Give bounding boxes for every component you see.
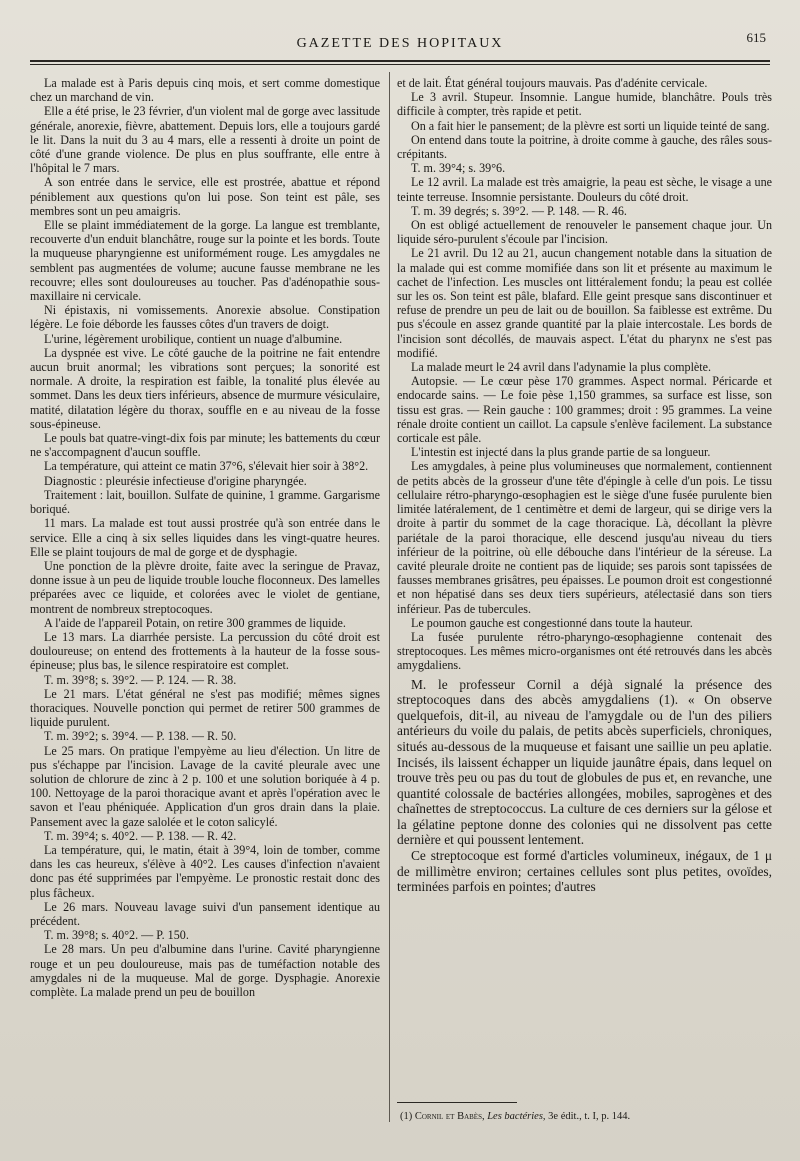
paragraph: Les amygdales, à peine plus volumineuses que normalement, contiennent de petits abcès de la grosseur d'une tête d'épingle à celle d'un pois. Le tissu cellulaire rétro-pharyngo-œsophagien est le siège d'une fusée purulente bien limitée latéralement, de 1 centimètre et demi de largeur, qui se dirige vers la droite à partir du sommet de la cage thoracique. Là, décollant la plèvre pariétale de la paroi thoracique, elle descend jusqu'au niveau du tiers inférieur de la poitrine, où elle débouche dans l'intérieur de la séreuse. La cavité pleurale droite ne contient pas de liquide; ses parois sont tapissées de fausses membranes grisâtres, peu épaisses. Le poumon droit est congestionné et non hépatisé dans ses deux tiers supérieurs, atélectasié dans son tiers inférieur. Pas de tubercules. bbox=[397, 459, 772, 616]
paragraph: Une ponction de la plèvre droite, faite avec la seringue de Pravaz, donne issue à un peu de liquide trouble louche floconneux. Des lamelles préparées avec ce liquide, et colorées avec le violet de gentiane, montrent de nombreux streptocoques. bbox=[30, 558, 380, 616]
paragraph: L'intestin est injecté dans la plus grande partie de sa longueur. bbox=[411, 445, 711, 460]
commentary-paragraph: Ce streptocoque est formé d'articles volumineux, inégaux, de 1 μ de millimètre environ; certaines cellules sont plus petites, ovoïdes, terminées parfois en pointes; d'autres bbox=[397, 848, 772, 895]
paragraph: T. m. 39°4; s. 40°2. — P. 138. — R. 42. bbox=[44, 828, 237, 843]
paragraph: T. m. 39°2; s. 39°4. — P. 138. — R. 50. bbox=[44, 729, 237, 744]
footnote-book-title: Les bactéries, bbox=[484, 1111, 546, 1122]
commentary-paragraph: M. le professeur Cornil a déjà signalé la présence des streptocoques dans des abcès amygdaliens (1). « On observe quelquefois, dit-il, au niveau de l'amygdale ou de l'un des piliers antérieurs du voile du palais, de petits abcès superficiels, chroniques, situés au-dessous de la muqueuse et faisant une saillie un peu aplatie. Incisés, ils laissent échapper un liquide jaunâtre épais, dans lequel on trouve très peu ou pas du tout de globules de pus et, en revanche, une quantité colossale de bactéries allongées, mobiles, saprogènes et des chaînettes de streptococcus. La culture de ces derniers sur la gélose et la gélatine peptone donne des colonies qui ne dissolvent pas cette dernière et qui poussent lentement. bbox=[397, 676, 772, 848]
paragraph: Elle se plaint immédiatement de la gorge. La langue est tremblante, recouverte d'un enduit blanchâtre, rouge sur la pointe et les bords. Toute la muqueuse pharyngienne est uniformément rouge. Les amygdales ne semblent pas augmentées de volume; aucune fausse membrane ne les recouvre; elles sont douloureuses au toucher. Pas d'adénopathie sous-maxillaire ni cervicale. bbox=[30, 218, 380, 304]
paragraph: T. m. 39°8; s. 39°2. — P. 124. — R. 38. bbox=[44, 672, 237, 687]
footnote bbox=[400, 1110, 760, 1123]
footnote-reference: 3e édit., t. I, p. 144. bbox=[545, 1111, 631, 1122]
column-divider bbox=[389, 72, 390, 1122]
paragraph: La température, qui, le matin, était à 39°4, loin de tomber, comme dans les cas heureux, s'élève à 40°2. Les causes d'infection n'avaient donc pas été supprimées par l'empyème. Le pronostic restait donc des plus fâcheux. bbox=[30, 842, 380, 900]
paragraph: A l'aide de l'appareil Potain, on retire 300 grammes de liquide. bbox=[44, 615, 346, 630]
paragraph: La fusée purulente rétro-pharyngo-œsophagienne contenait des streptocoques. Les mêmes micro-organismes ont été retrouvés dans les abcès amygdaliens. bbox=[397, 629, 772, 673]
paragraph: Le 21 mars. L'état général ne s'est pas modifié; mêmes signes thoraciques. Nouvelle ponction qui permet de retirer 500 grammes de liquide purulent. bbox=[30, 686, 380, 730]
header-rule-thin bbox=[30, 64, 770, 65]
footnote-marker: (1) bbox=[400, 1111, 415, 1122]
paragraph: La malade est à Paris depuis cinq mois, et sert comme domestique chez un marchand de vin. bbox=[30, 76, 380, 105]
paragraph: La température, qui atteint ce matin 37°6, s'élevait hier soir à 38°2. bbox=[44, 459, 369, 474]
page-header bbox=[0, 0, 800, 62]
paragraph: L'urine, légèrement urobilique, contient un nuage d'albumine. bbox=[44, 331, 343, 346]
paragraph: On entend dans toute la poitrine, à droite comme à gauche, des râles sous-crépitants. bbox=[397, 132, 772, 162]
paragraph: Le 25 mars. On pratique l'empyème au lieu d'élection. Un litre de pus s'échappe par l'incision. Lavage de la cavité pleurale avec une solution de chlorure de zinc à 2 p. 100 et une solution boriquée à 4 p. 100. Nettoyage de la paroi thoracique avant et après l'opération avec le savon et l'eau phéniquée. Application d'un gros drain dans la plaie. Pansement avec la gaze salolée et le coton salicylé. bbox=[30, 743, 380, 829]
paragraph: Traitement : lait, bouillon. Sulfate de quinine, 1 gramme. Gargarisme boriqué. bbox=[30, 487, 380, 517]
paragraph: La malade meurt le 24 avril dans l'adynamie la plus complète. bbox=[411, 360, 712, 375]
paragraph: Le 3 avril. Stupeur. Insomnie. Langue humide, blanchâtre. Pouls très difficile à compter, très rapide et petit. bbox=[397, 90, 772, 119]
page-number: 615 bbox=[746, 30, 766, 45]
left-column bbox=[30, 76, 380, 1156]
paragraph: T. m. 39°8; s. 40°2. — P. 150. bbox=[44, 928, 189, 943]
paragraph: Le pouls bat quatre-vingt-dix fois par minute; les battements du cœur ne s'accompagnent d'aucun souffle. bbox=[30, 431, 380, 460]
paragraph: Ni épistaxis, ni vomissements. Anorexie absolue. Constipation légère. Le foie déborde les fausses côtes d'un travers de doigt. bbox=[30, 303, 380, 332]
paragraph: Le 26 mars. Nouveau lavage suivi d'un pansement identique au précédent. bbox=[30, 899, 380, 928]
paragraph: Le poumon gauche est congestionné dans toute la hauteur. bbox=[411, 615, 693, 630]
paragraph: et de lait. État général toujours mauvais. Pas d'adénite cervicale. bbox=[397, 76, 708, 90]
paragraph: On a fait hier le pansement; de la plèvre est sorti un liquide teinté de sang. bbox=[411, 118, 770, 133]
paragraph: Le 21 avril. Du 12 au 21, aucun changement notable dans la situation de la malade qui est comme momifiée dans son lit et présente au maximum le cachet de l'infection. Les muscles ont littéralement fondu; la peau est collée sur les os. Son teint est pâle, blafard. Elle geint presque sans discontinuer et refuse de prendre un peu de lait ou de bouillon. Sa faiblesse est extrême. Du pus s'écoule en assez grande quantité par la plaie intercostale. Les bords de l'incision sont décollés, de mauvais aspect. L'état du pharynx ne s'est pas modifié. bbox=[397, 246, 772, 360]
paragraph: Le 28 mars. Un peu d'albumine dans l'urine. Cavité pharyngienne rouge et un peu douloureuse, mais pas de tuméfaction notable des amygdales ni de la muqueuse. Mal de gorge. Dysphagie. Anorexie complète. La malade prend un peu de bouillon bbox=[30, 942, 380, 999]
paragraph: T. m. 39°4; s. 39°6. bbox=[411, 161, 506, 176]
right-column bbox=[397, 76, 772, 1136]
footnote-rule bbox=[397, 1102, 517, 1103]
paragraph: T. m. 39 degrés; s. 39°2. — P. 148. — R. 46. bbox=[411, 203, 627, 218]
paragraph: Le 13 mars. La diarrhée persiste. La percussion du côté droit est douloureuse; on entend des frottements à la hauteur de la fosse sous-épineuse; plus bas, le silence respiratoire est complet. bbox=[30, 629, 380, 673]
paragraph: A son entrée dans le service, elle est prostrée, abattue et répond péniblement aux questions qu'on lui pose. Son teint est pâle, ses membres sont un peu amaigris. bbox=[30, 175, 380, 218]
paragraph: On est obligé actuellement de renouveler le pansement chaque jour. Un liquide séro-purulent s'écoule par l'incision. bbox=[397, 218, 772, 247]
paragraph: Diagnostic : pleurésie infectieuse d'origine pharyngée. bbox=[44, 473, 307, 488]
paragraph: 11 mars. La malade est tout aussi prostrée qu'à son entrée dans le service. Elle a cinq à six selles liquides dans les vingt-quatre heures. Elle se plaint toujours de mal de gorge et de dysphagie. bbox=[30, 516, 380, 559]
journal-title: GAZETTE DES HOPITAUX bbox=[296, 36, 504, 51]
paragraph: Le 12 avril. La malade est très amaigrie, la peau est sèche, le visage a une teinte terreuse. Insomnie persistante. Douleurs du côté droit. bbox=[397, 175, 772, 204]
paragraph: Elle a été prise, le 23 février, d'un violent mal de gorge avec lassitude générale, anorexie, fièvre, abattement. Depuis lors, elle a toujours gardé le lit. Dans la nuit du 3 au 4 mars, elle a ressenti à droite un point de côté d'une grande violence. De plus en plus souffrante, elle entre à l'hôpital le 7 mars. bbox=[30, 104, 380, 176]
footnote-authors: Cornil et Babès, bbox=[414, 1111, 485, 1122]
header-rule-thick bbox=[30, 60, 770, 62]
paragraph: La dyspnée est vive. Le côté gauche de la poitrine ne fait entendre aucun bruit anormal; les vibrations sont perçues; la sonorité est normale. A droite, la respiration est faible, la tonalité plus élevée au sommet. Dans les deux tiers inférieurs, absence de murmure vésiculaire, matité, dilatation légère du thorax, souffle en e au niveau de la fosse sous-épineuse. bbox=[30, 345, 380, 431]
autopsy-paragraph: Autopsie. — Le cœur pèse 170 grammes. Aspect normal. Péricarde et endocarde sains. — Le foie pèse 1,150 grammes, sa surface est lisse, son tissu est gras. — Rein gauche : 100 grammes; droit : 95 grammes. La veine rénale droite contient un caillot. La capsule s'enlève facilement. La substance corticale est pâle. bbox=[397, 374, 772, 446]
